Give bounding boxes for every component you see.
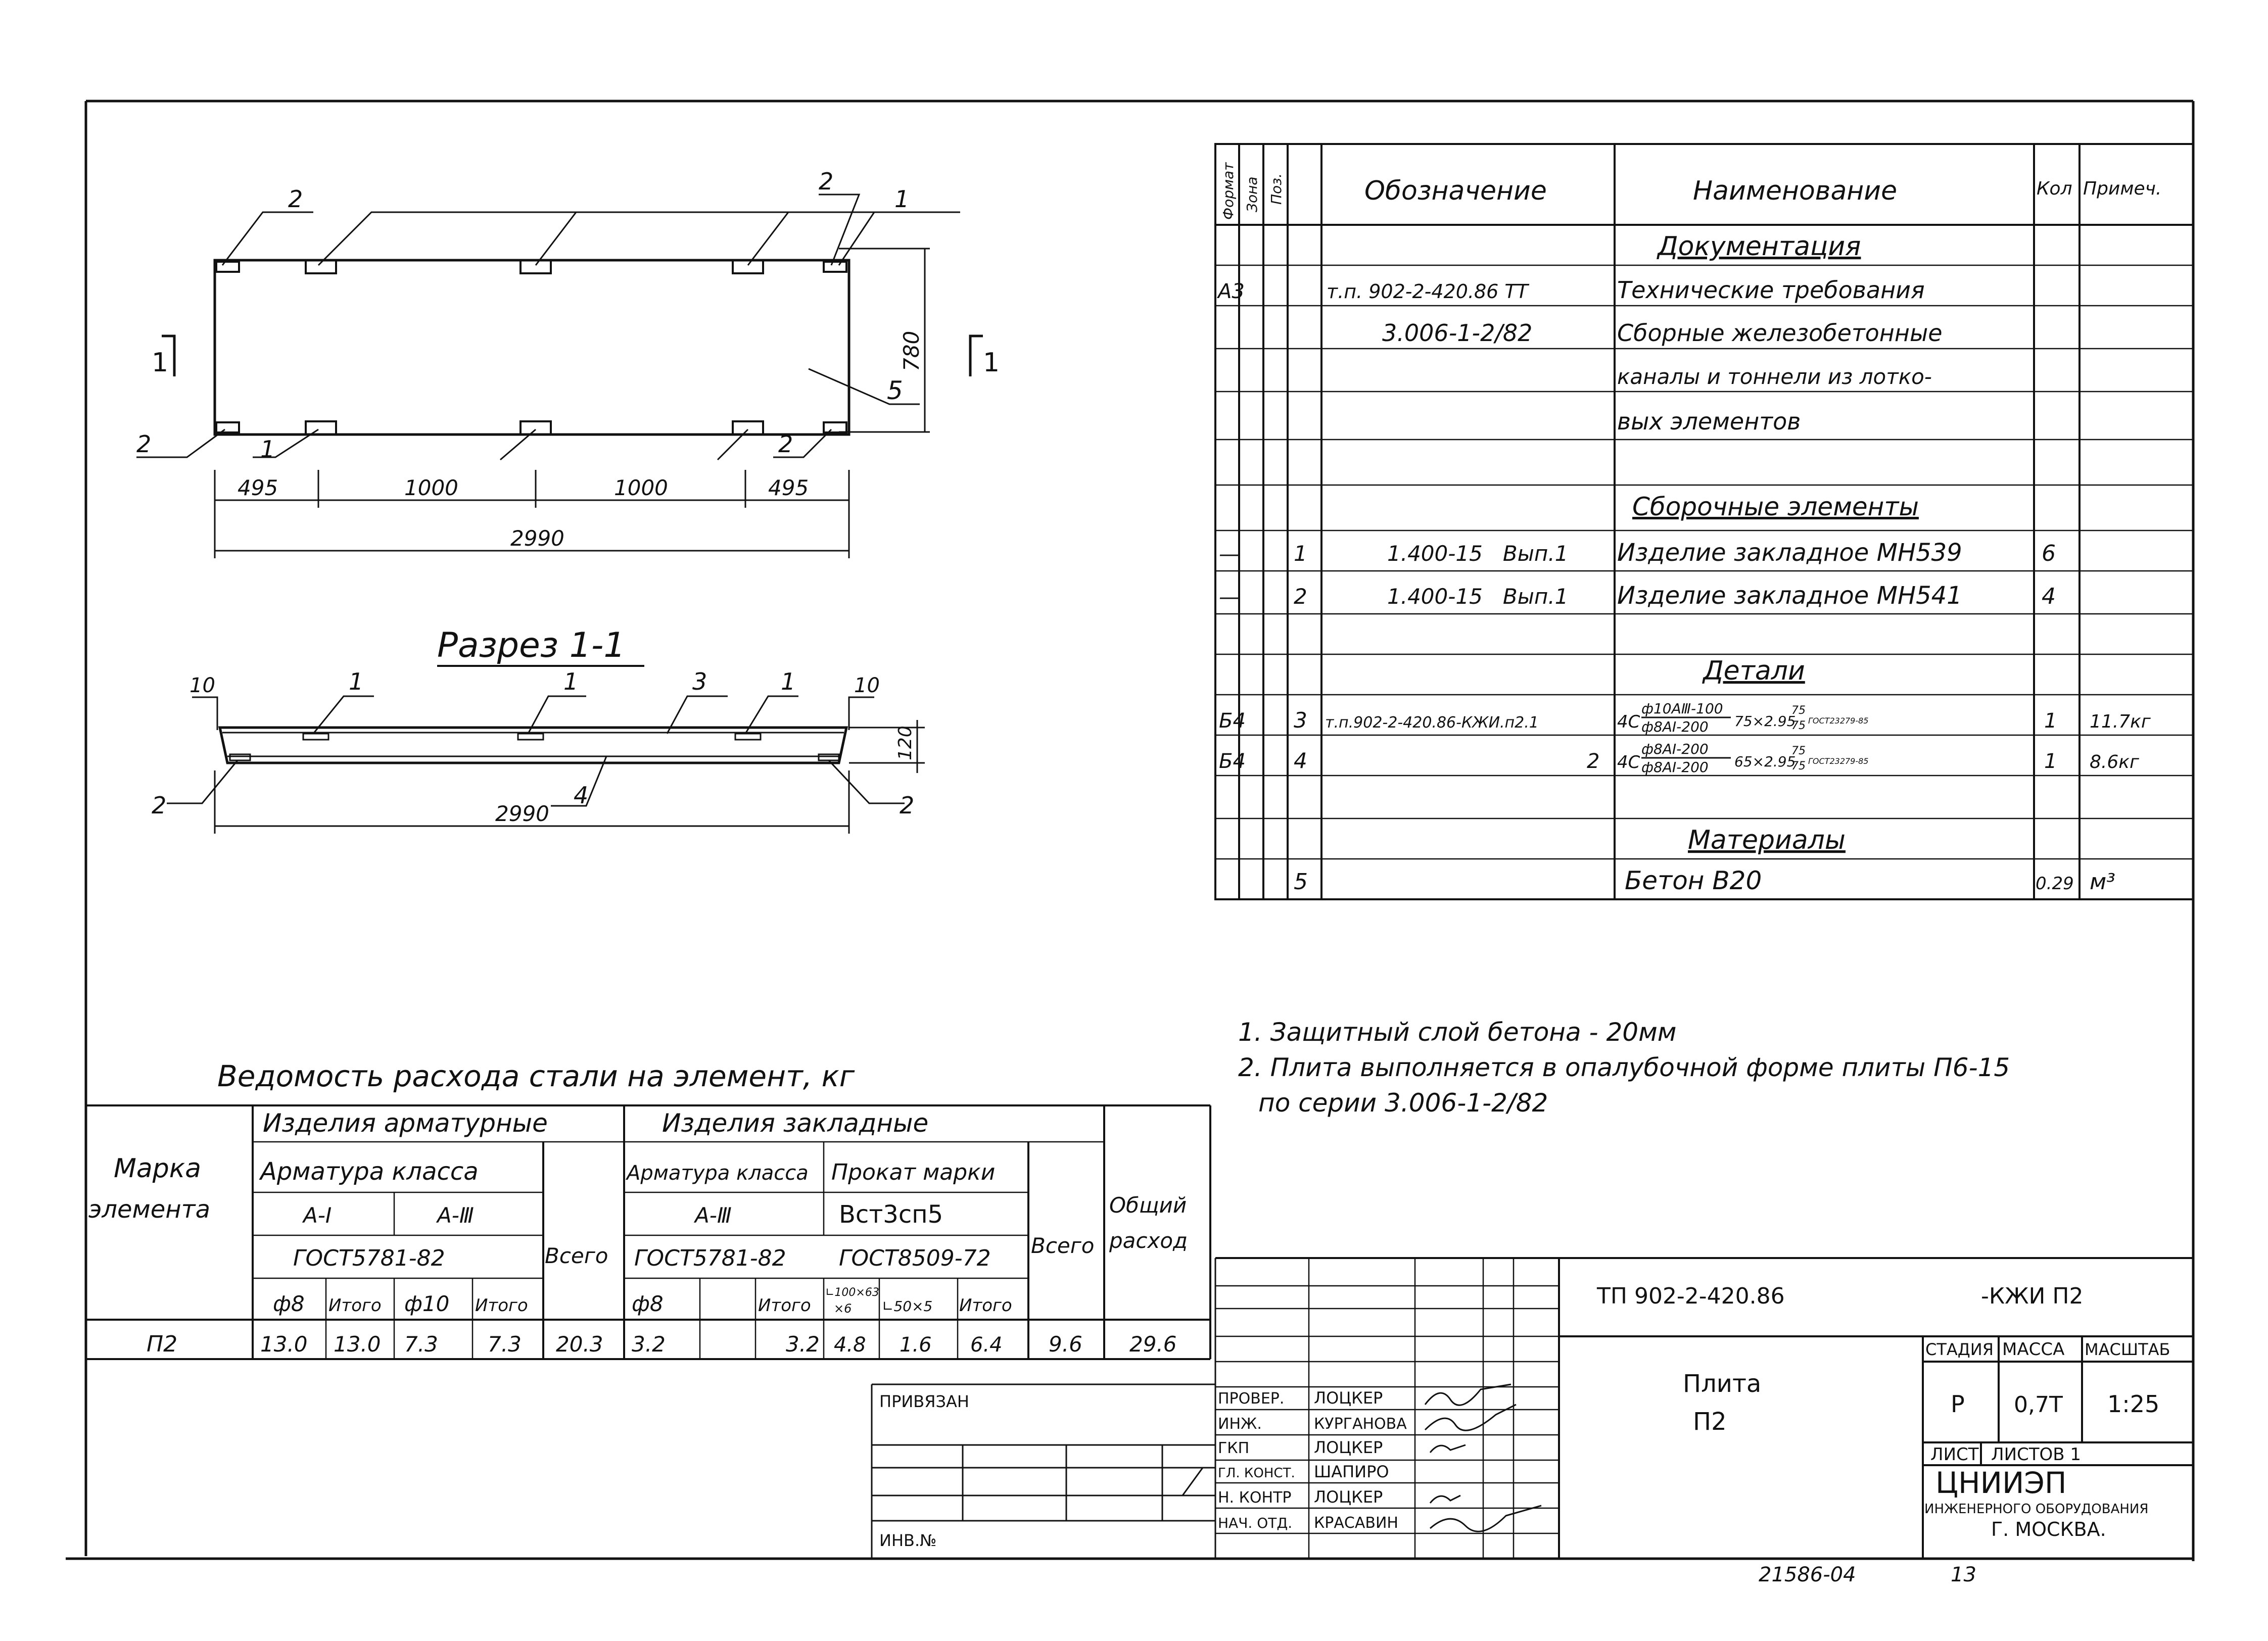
steel-h-sum2: Итого (475, 1295, 528, 1316)
section-dim-10-right: 10 (854, 674, 880, 697)
spec-doc2-name3: вых элементов (1617, 408, 1801, 435)
steel-h-rolled: Прокат марки (831, 1160, 996, 1185)
spec-header-designation: Обозначение (1364, 176, 1547, 206)
steel-h-mark1: Марка (114, 1153, 202, 1184)
steel-row-v6: 3.2 (632, 1332, 666, 1357)
spec-asm2-format: — (1219, 586, 1239, 609)
steel-row-v8: 3.2 (786, 1332, 820, 1357)
plan-pos-2a: 2 (288, 185, 303, 213)
section-mark-left: 1 (152, 348, 169, 378)
spec-det2-frac-bottom: ф8АI-200 (1641, 759, 1709, 776)
steel-h-f8: ф8 (273, 1291, 305, 1316)
spec-asm1-name: Изделие закладное МН539 (1617, 539, 1962, 567)
org-city: Г. МОСКВА. (1991, 1518, 2106, 1540)
spec-doc2-designation: 3.006-1-2/82 (1382, 319, 1533, 347)
spec-asm2-designation: 1.400-15 Вып.1 (1387, 584, 1569, 609)
steel-h-overall1: Общий (1109, 1193, 1187, 1218)
steel-h-l100-2: ×6 (834, 1301, 852, 1316)
title-role-4: ГЛ. КОНСТ. (1218, 1466, 1295, 1481)
steel-row-v12: 9.6 (1049, 1332, 1082, 1357)
section-mark-right: 1 (983, 348, 1000, 378)
spec-det1-small-bottom: 75 (1791, 719, 1806, 732)
title-mark: -КЖИ П2 (1981, 1283, 2084, 1309)
steel-h-sum4: Итого (959, 1295, 1012, 1316)
spec-doc2-name2: каналы и тоннели из лотко- (1617, 364, 1932, 389)
section-pos-2-left: 2 (152, 792, 167, 819)
spec-section-details: Детали (1703, 656, 1805, 686)
title-person-6: КРАСАВИН (1314, 1514, 1398, 1532)
spec-mat1-pos: 5 (1294, 869, 1308, 895)
plan-pos-1a: 1 (894, 185, 910, 213)
title-role-6: НАЧ. ОТД. (1218, 1515, 1293, 1531)
section-dim-height: 120 (895, 726, 916, 760)
section-view (152, 625, 925, 834)
spec-det2-size: 65×2.95 (1734, 753, 1796, 770)
spec-det2-designation: 2 (1587, 750, 1600, 773)
spec-det2-small-top: 75 (1791, 745, 1806, 757)
plan-dim-1000a: 1000 (404, 475, 458, 500)
spec-header-qty: Кол (2037, 178, 2072, 199)
steel-h-l50: ∟50×5 (882, 1298, 933, 1315)
section-pos-1a: 1 (349, 668, 364, 695)
spec-asm2-qty: 4 (2042, 584, 2056, 609)
title-role-1: ПРОВЕР. (1218, 1390, 1285, 1408)
title-role-2: ИНЖ. (1218, 1415, 1262, 1433)
title-scale: 1:25 (2107, 1390, 2160, 1418)
plan-pos-5: 5 (887, 376, 903, 405)
spec-asm1-designation: 1.400-15 Вып.1 (1387, 541, 1569, 566)
steel-row-v5: 20.3 (556, 1332, 603, 1357)
title-scale-header: МАСШТАБ (2085, 1340, 2170, 1359)
notes (1238, 1018, 2010, 1118)
specification-table (1215, 144, 2193, 899)
title-stage-header: СТАДИЯ (1925, 1340, 1994, 1359)
steel-row-v4: 7.3 (488, 1332, 522, 1357)
spec-det2-note: 8.6кг (2090, 752, 2139, 773)
steel-row-v13: 29.6 (1129, 1332, 1177, 1357)
steel-row-v9: 4.8 (834, 1333, 866, 1357)
title-person-4: ШАПИРО (1314, 1462, 1389, 1481)
spec-det1-qty: 1 (2044, 709, 2057, 733)
title-role-3: ГКП (1218, 1439, 1250, 1457)
spec-doc1-name: Технические требования (1617, 276, 1925, 304)
title-name1: Плита (1683, 1370, 1762, 1398)
steel-h-vst: Вст3сп5 (839, 1200, 943, 1229)
plan-dim-total: 2990 (510, 526, 564, 551)
steel-h-mark2: элемента (88, 1195, 211, 1224)
title-mass: 0,7Т (2014, 1392, 2063, 1418)
title-name2: П2 (1693, 1408, 1727, 1436)
spec-det2-small-bottom: 75 (1791, 760, 1806, 773)
steel-h-gost2: ГОСТ5781-82 (634, 1245, 786, 1271)
spec-header-note: Примеч. (2083, 178, 2162, 199)
spec-det2-prefix: 4С (1617, 752, 1640, 773)
section-pos-1c: 1 (781, 668, 796, 695)
steel-title: Ведомость расхода стали на элемент, кг (217, 1059, 855, 1093)
steel-h-gost3: ГОСТ8509-72 (839, 1245, 991, 1271)
binding-label: ПРИВЯЗАН (879, 1392, 969, 1411)
note-2-cont: по серии 3.006-1-2/82 (1258, 1088, 1548, 1118)
spec-det1-size: 75×2.95 (1734, 713, 1796, 730)
spec-det2-format: Б4 (1219, 750, 1246, 773)
note-1: 1. Защитный слой бетона - 20мм (1238, 1018, 1677, 1047)
spec-header-pos: Поз. (1268, 173, 1285, 205)
note-2: 2. Плита выполняется в опалубочной форме плиты П6-15 (1238, 1053, 2010, 1082)
plan-dim-1000b: 1000 (614, 475, 668, 500)
spec-det2-pos: 4 (1294, 748, 1307, 773)
spec-det1-format: Б4 (1219, 709, 1246, 733)
steel-h-gost1: ГОСТ5781-82 (293, 1245, 445, 1271)
section-dim-total: 2990 (495, 801, 549, 826)
steel-h-sum3: Итого (758, 1295, 811, 1316)
steel-schedule (86, 1059, 1210, 1359)
title-sheet-header: ЛИСТ (1930, 1444, 1979, 1465)
spec-doc2-name1: Сборные железобетонные (1617, 319, 1943, 347)
section-title: Разрез 1-1 (437, 625, 626, 665)
org-subname: ИНЖЕНЕРНОГО ОБОРУДОВАНИЯ (1924, 1502, 2149, 1517)
steel-row-v3: 7.3 (404, 1332, 438, 1357)
steel-h-emb-items: Изделия закладные (662, 1108, 929, 1138)
plan-dim-495a: 495 (238, 475, 278, 500)
spec-asm2-pos: 2 (1294, 584, 1307, 609)
spec-section-docs: Документация (1658, 231, 1861, 262)
section-pos-1b: 1 (563, 668, 579, 695)
title-role-5: Н. КОНТР (1218, 1489, 1292, 1507)
spec-det1-note: 11.7кг (2090, 711, 2151, 732)
slab-outline (215, 260, 849, 435)
steel-h-a3: А-Ⅲ (437, 1203, 474, 1228)
spec-mat1-note: м³ (2090, 869, 2115, 895)
title-person-1: ЛОЦКЕР (1314, 1388, 1383, 1408)
spec-det1-prefix: 4С (1617, 712, 1640, 732)
spec-asm1-format: — (1219, 543, 1239, 566)
spec-section-assembly: Сборочные элементы (1632, 492, 1919, 521)
inventory-label: ИНВ.№ (879, 1531, 937, 1550)
spec-det1-frac-top: ф10АⅢ-100 (1641, 700, 1723, 717)
steel-h-arm-items: Изделия арматурные (263, 1108, 548, 1138)
steel-h-arm-class2: Арматура класса (627, 1162, 809, 1185)
title-person-2: КУРГАНОВА (1314, 1415, 1407, 1433)
spec-mat1-name: Бетон В20 (1625, 866, 1762, 895)
steel-h-l100-1: ∟100×63 (825, 1286, 879, 1299)
steel-h-overall2: расход (1109, 1228, 1188, 1253)
steel-row-mark: П2 (147, 1331, 178, 1357)
spec-det1-frac-bottom: ф8АI-200 (1641, 718, 1709, 735)
spec-asm1-qty: 6 (2042, 541, 2056, 566)
steel-h-arm-class: Арматура класса (260, 1157, 479, 1186)
steel-h-a1: А-I (303, 1203, 332, 1228)
spec-asm2-name: Изделие закладное МН541 (1617, 582, 1962, 610)
footer-number: 21586-04 (1759, 1563, 1856, 1586)
steel-h-total2: Всего (1031, 1233, 1095, 1258)
title-person-3: ЛОЦКЕР (1314, 1438, 1383, 1457)
section-dim-10-left: 10 (190, 674, 215, 697)
spec-det2-frac-top: ф8АI-200 (1641, 741, 1709, 757)
spec-det1-designation: т.п.902-2-420.86-КЖИ.п2.1 (1325, 714, 1539, 732)
section-pos-4: 4 (574, 782, 589, 809)
plan-view (136, 168, 1000, 558)
steel-h-a3b: А-Ⅲ (695, 1203, 732, 1228)
title-block (1215, 1258, 2193, 1559)
spec-det1-pos: 3 (1294, 708, 1307, 733)
section-pos-3: 3 (692, 668, 707, 695)
spec-det1-gost: ГОСТ23279-85 (1808, 716, 1869, 726)
org-name: ЦНИИЭП (1935, 1466, 2067, 1500)
section-pos-2-right: 2 (900, 792, 915, 819)
plan-pos-2d: 2 (778, 430, 793, 458)
steel-h-f8b: ф8 (632, 1291, 664, 1316)
spec-det2-gost: ГОСТ23279-85 (1808, 756, 1869, 766)
spec-header-name: Наименование (1693, 176, 1898, 206)
steel-row-v1: 13.0 (260, 1332, 308, 1357)
embedded-parts (216, 260, 846, 435)
spec-header-zone: Зона (1244, 176, 1260, 212)
plan-dim-495b: 495 (768, 475, 809, 500)
spec-det2-qty: 1 (2044, 750, 2057, 773)
steel-h-total1: Всего (545, 1243, 608, 1268)
steel-row-v11: 6.4 (970, 1333, 1003, 1357)
spec-det1-small-top: 75 (1791, 704, 1806, 717)
spec-header-format: Формат (1220, 162, 1237, 220)
spec-asm1-pos: 1 (1294, 541, 1307, 566)
title-stage: Р (1951, 1390, 1965, 1418)
plan-pos-2b: 2 (819, 168, 834, 195)
spec-section-materials: Материалы (1688, 825, 1846, 855)
steel-row-v10: 1.6 (900, 1333, 932, 1357)
plan-pos-2c: 2 (136, 430, 152, 458)
steel-row-v2: 13.0 (334, 1332, 381, 1357)
spec-mat1-qty: 0.29 (2036, 874, 2074, 894)
title-sheets-header: ЛИСТОВ 1 (1991, 1444, 2082, 1465)
spec-doc1-format: А3 (1218, 280, 1245, 303)
steel-h-sum1: Итого (328, 1295, 382, 1316)
spec-doc1-designation: т.п. 902-2-420.86 ТТ (1327, 280, 1528, 303)
steel-h-f10: ф10 (404, 1291, 450, 1316)
title-mass-header: МАССА (2002, 1339, 2065, 1360)
title-person-5: ЛОЦКЕР (1314, 1487, 1383, 1507)
footer-page: 13 (1951, 1563, 1976, 1586)
title-code: ТП 902-2-420.86 (1597, 1283, 1785, 1309)
plan-pos-1b: 1 (260, 436, 275, 463)
plan-dim-height: 780 (899, 330, 924, 371)
